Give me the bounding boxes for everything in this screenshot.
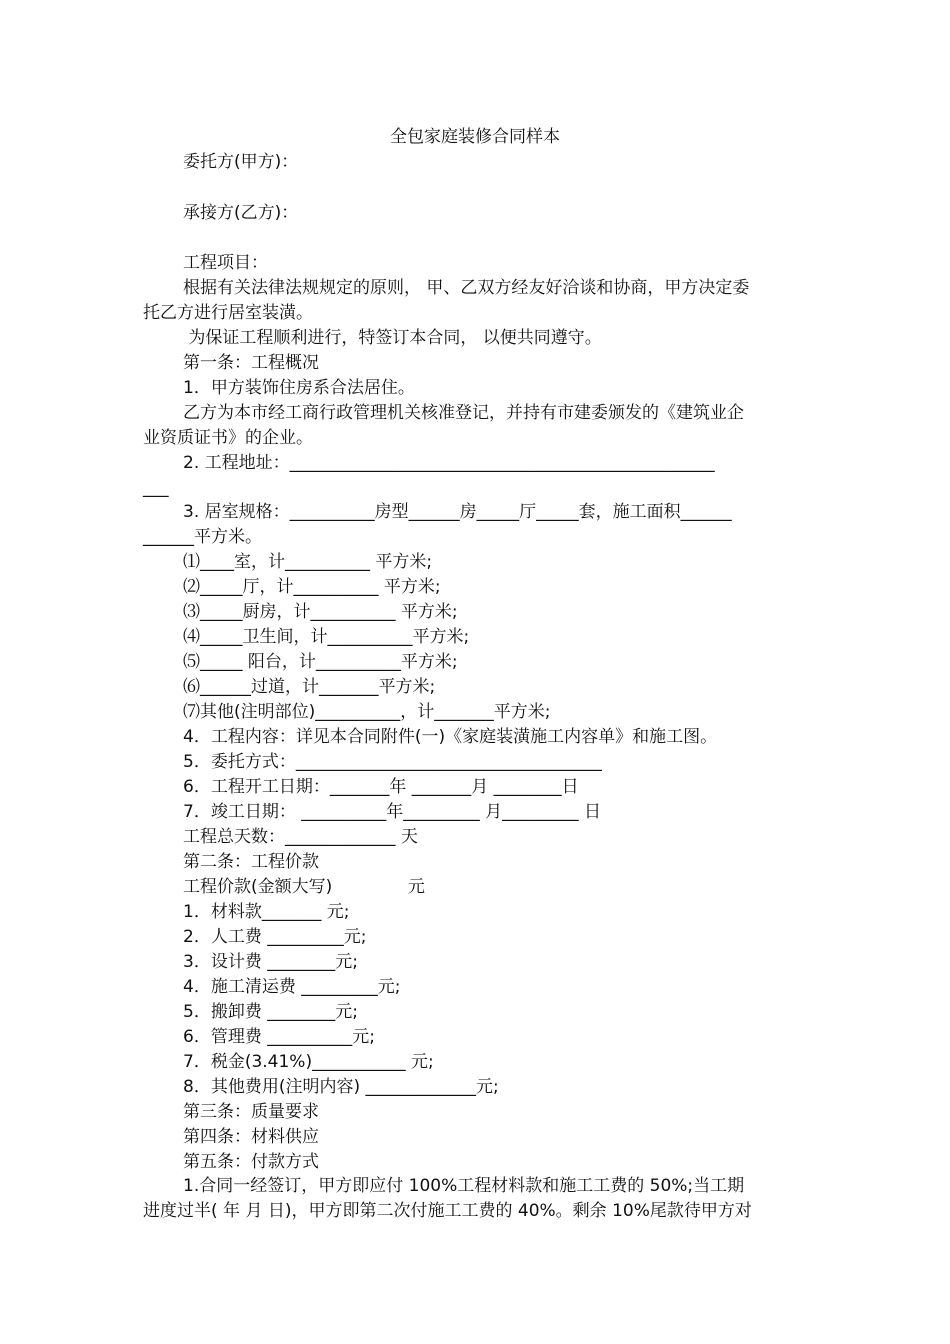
room-spec-line-cont: ______平方米。 (143, 527, 262, 547)
fee-item: 5．搬卸费 ________元; (183, 1002, 358, 1022)
paragraph-line: 1．甲方装饰住房系合法居住。 (183, 378, 415, 398)
paragraph-line: 乙方为本市经工商行政管理机关核准登记，并持有市建委颁发的《建筑业企 (183, 403, 744, 423)
paragraph-line: 根据有关法律法规规定的原则， 甲、乙双方经友好洽谈和协商，甲方决定委 (183, 278, 750, 298)
address-line-cont: ___ (143, 478, 169, 498)
fee-item: 4．施工清运费 _________元; (183, 977, 401, 997)
paragraph-line: 业资质证书》的企业。 (143, 428, 313, 448)
room-item: ⑵_____厅，计__________ 平方米; (183, 577, 441, 597)
work-content-line: 4．工程内容：详见本合同附件(一)《家庭装潢施工内容单》和施工图。 (183, 727, 718, 747)
payment-line-cont: 进度过半( 年 月 日)，甲方即第二次付施工工费的 40%。剩余 10%尾款待甲方对 (143, 1201, 752, 1221)
paragraph-line: 托乙方进行居室装潢。 (143, 303, 313, 323)
room-item: ⑴____室，计__________ 平方米; (183, 552, 433, 572)
room-spec-line: 3. 居室规格：__________房型______房_____厅_____套，施工面积______ (183, 502, 732, 522)
section-heading: 第三条：质量要求 (183, 1102, 319, 1122)
fee-item: 7．税金(3.41%)___________ 元; (183, 1052, 434, 1072)
paragraph-line: 为保证工程顺利进行，特签订本合同， 以便共同遵守。 (183, 328, 602, 348)
finish-date-line: 7．竣工日期： __________年_________ 月_________ 日 (183, 802, 602, 822)
party-b-line: 承接方(乙方)： (183, 203, 299, 223)
room-item: ⑶_____厨房，计__________ 平方米; (183, 602, 458, 622)
fee-item: 6．管理费 __________元; (183, 1027, 375, 1047)
fee-item: 8．其他费用(注明内容) _____________元; (183, 1077, 499, 1097)
room-item: ⑷_____卫生间，计__________平方米; (183, 627, 470, 647)
commission-line: 5．委托方式：____________________________________ (183, 752, 602, 772)
price-line: 工程价款(金额大写) 元 (183, 877, 425, 897)
total-days-line: 工程总天数：_____________ 天 (183, 827, 418, 847)
section-heading: 第二条：工程价款 (183, 852, 319, 872)
payment-line: 1.合同一经签订，甲方即应付 100%工程材料款和施工工费的 50%;当工期 (183, 1176, 745, 1196)
document-title: 全包家庭装修合同样本 (390, 127, 560, 147)
party-a-line: 委托方(甲方)： (183, 152, 299, 172)
room-item: ⑸_____ 阳台，计__________平方米; (183, 652, 458, 672)
section-heading: 第一条：工程概况 (183, 353, 319, 373)
section-heading: 第四条：材料供应 (183, 1127, 319, 1147)
fee-item: 1．材料款_______ 元; (183, 902, 350, 922)
project-line: 工程项目： (183, 253, 268, 273)
room-item: ⑹______过道，计_______平方米; (183, 677, 436, 697)
section-heading: 第五条：付款方式 (183, 1152, 319, 1172)
fee-item: 2．人工费 _________元; (183, 927, 367, 947)
address-line: 2. 工程地址：__________________________________________________ (183, 453, 715, 473)
fee-item: 3．设计费 ________元; (183, 952, 358, 972)
start-date-line: 6．工程开工日期：_______年 _______月 ________日 (183, 777, 579, 797)
room-item: ⑺其他(注明部位)__________，计_______平方米; (183, 702, 551, 722)
